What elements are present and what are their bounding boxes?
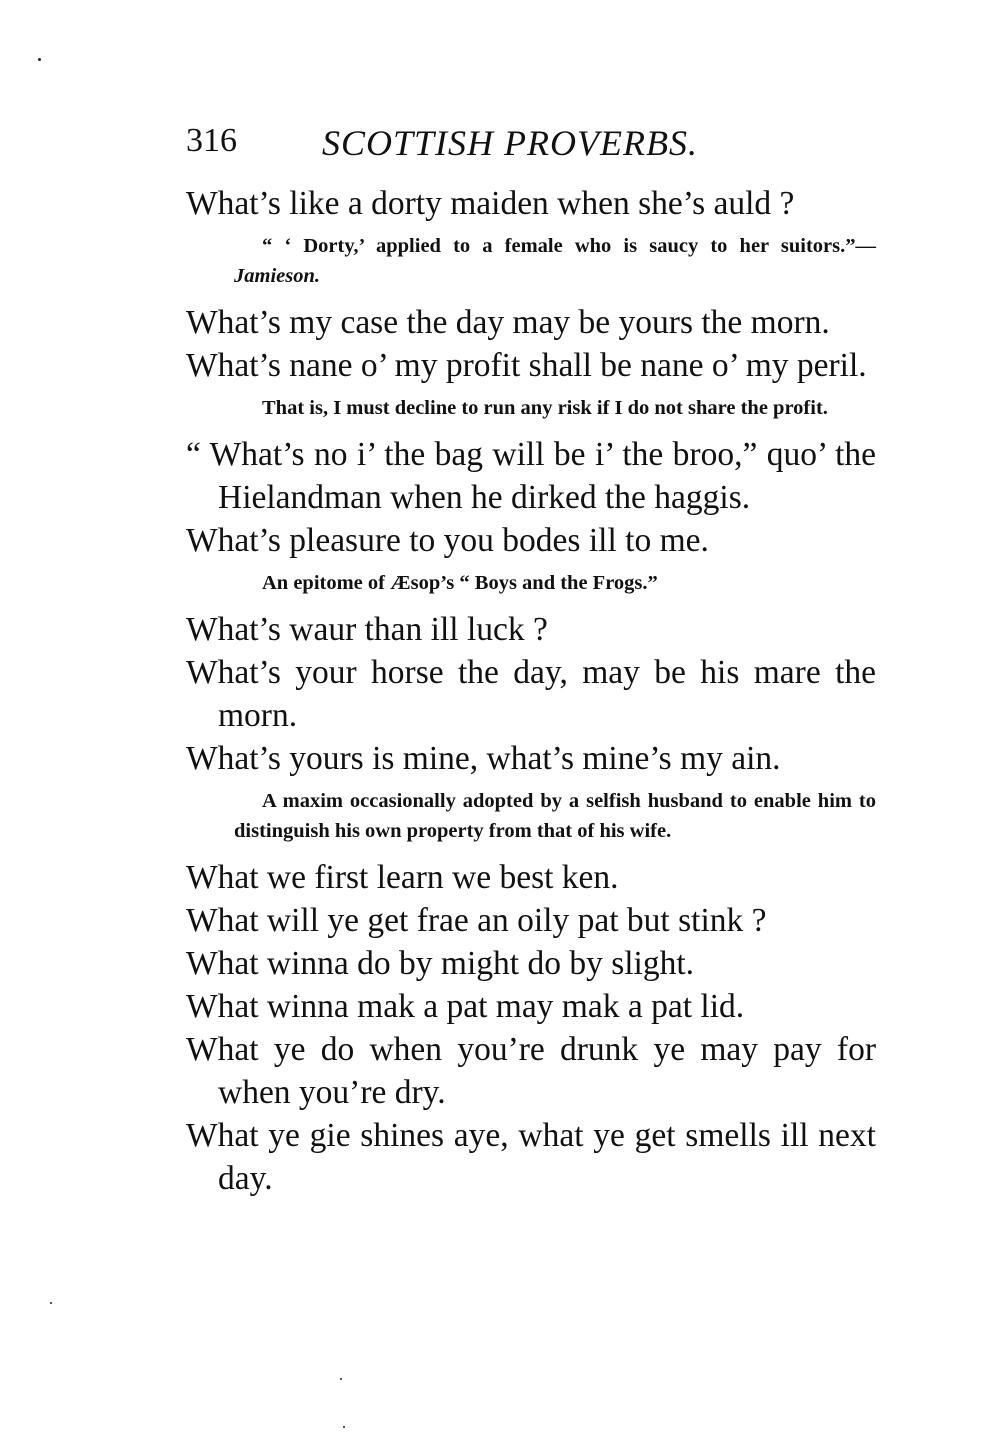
proverb: What’s pleasure to you bodes ill to me. bbox=[186, 522, 709, 559]
page-number: 316 bbox=[186, 122, 237, 159]
note-text: “ ‘ Dorty,’ applied to a female who is saucy to her suitors.”— bbox=[262, 235, 876, 257]
proverb: What’s nane o’ my profit shall be nane o’ my peril. bbox=[186, 347, 867, 384]
proverb: What we first learn we best ken. bbox=[186, 859, 619, 896]
proverb: What’s like a dorty maiden when she’s auld ? bbox=[186, 185, 795, 222]
ink-speck bbox=[340, 1378, 342, 1380]
ink-speck bbox=[38, 58, 41, 61]
proverb: What ye gie shines aye, what ye get smells ill next day. bbox=[186, 1117, 876, 1197]
proverb: “ What’s no i’ the bag will be i’ the broo,” quo’ the Hielandman when he dirked the haggis. bbox=[186, 436, 876, 516]
note-author: Jamieson. bbox=[234, 265, 320, 287]
proverb: What’s your horse the day, may be his mare the morn. bbox=[186, 654, 876, 734]
page-body bbox=[186, 182, 876, 1200]
proverb-note: An epitome of Æsop’s “ Boys and the Frogs.” bbox=[262, 572, 658, 594]
proverb: What’s waur than ill luck ? bbox=[186, 611, 548, 648]
proverb: What winna do by might do by slight. bbox=[186, 945, 695, 982]
proverb: What will ye get frae an oily pat but stink ? bbox=[186, 902, 767, 939]
proverb-note bbox=[186, 231, 876, 291]
proverb-note: A maxim occasionally adopted by a selfish husband to enable him to distinguish his own property from that of his wife. bbox=[234, 790, 876, 842]
proverb: What’s my case the day may be yours the morn. bbox=[186, 304, 830, 341]
proverb: What ye do when you’re drunk ye may pay for when you’re dry. bbox=[186, 1031, 876, 1111]
proverb-note: That is, I must decline to run any risk if I do not share the profit. bbox=[262, 397, 828, 419]
running-title: SCOTTISH PROVERBS. bbox=[322, 123, 698, 163]
proverb: What winna mak a pat may mak a pat lid. bbox=[186, 988, 745, 1025]
proverb: What’s yours is mine, what’s mine’s my ain. bbox=[186, 740, 781, 777]
ink-speck bbox=[50, 1302, 52, 1304]
page-header bbox=[186, 122, 876, 168]
ink-speck bbox=[343, 1426, 345, 1428]
